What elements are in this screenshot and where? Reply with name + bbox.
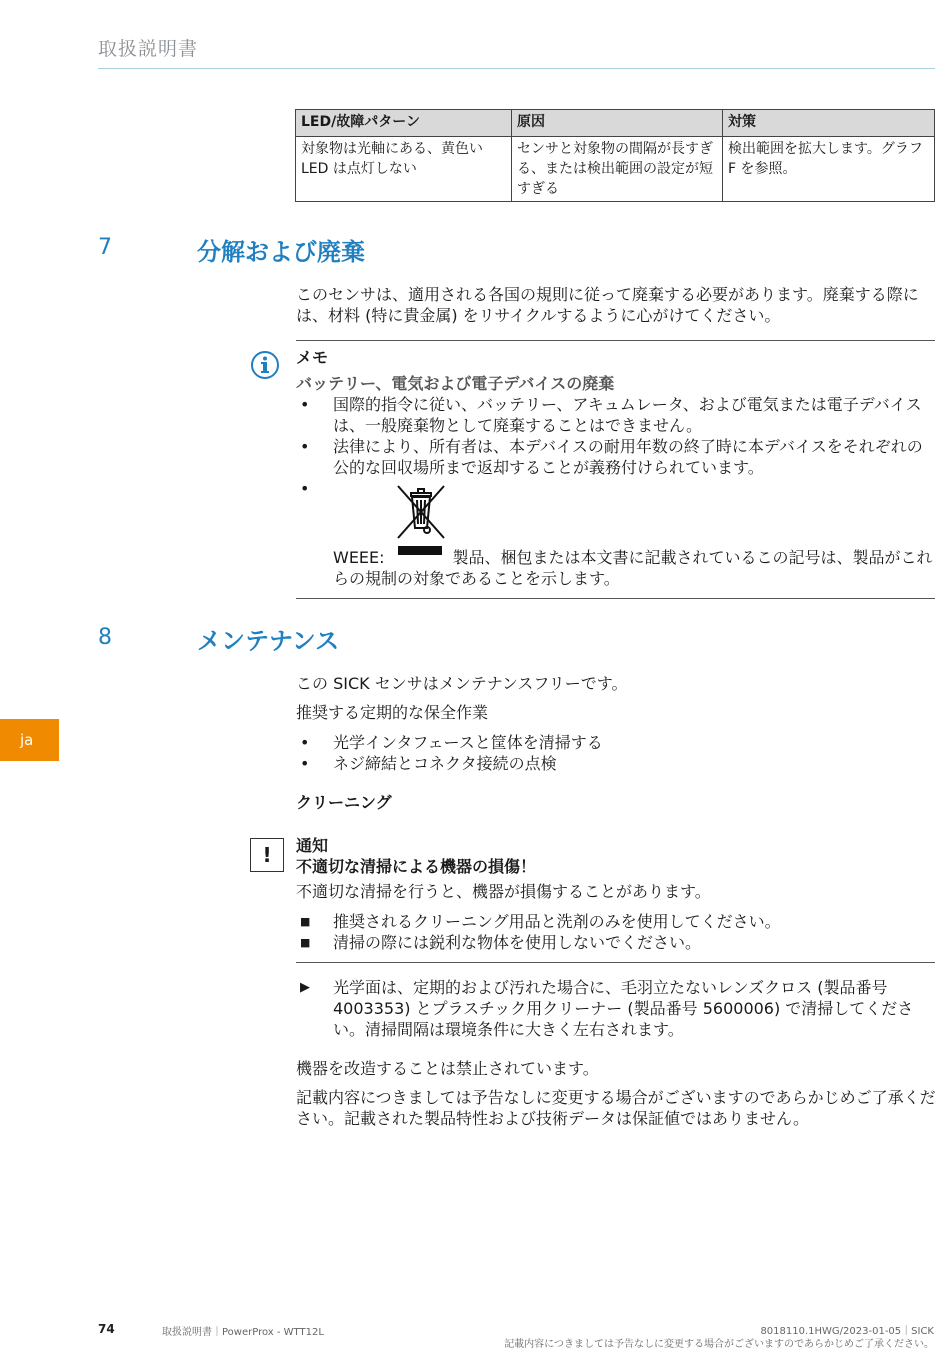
notice-divider (296, 962, 935, 963)
info-icon (250, 350, 280, 380)
document-title: 取扱説明書 (98, 38, 199, 60)
square-bullet: ■ (300, 915, 311, 928)
modification-text: 機器を改造することは禁止されています。 (296, 1059, 599, 1078)
recommended-tasks-heading: 推奨する定期的な保全作業 (296, 703, 489, 722)
bullet: • (300, 754, 310, 773)
note-top-divider (296, 340, 935, 341)
section-number: 7 (98, 235, 112, 260)
bullet: • (300, 733, 310, 752)
section-number: 8 (98, 625, 112, 650)
header-divider (98, 68, 935, 69)
weee-paragraph (333, 547, 936, 589)
table-cell: 検出範囲を拡大します。グラフ F を参照。 (723, 137, 935, 202)
table-cell: センサと対象物の間隔が長すぎる、または検出範囲の設定が短すぎる (512, 137, 723, 202)
section-intro: このセンサは、適用される各国の規則に従って廃棄する必要があります。廃棄する際には、材料 (特に貴金属) をリサイクルするように心がけてください。 (296, 285, 919, 325)
list-item: ■ 清掃の際には鋭利な物体を使用しないでください。 (300, 933, 702, 952)
notice-text: 不適切な清掃を行うと、機器が損傷することがあります。 (296, 882, 711, 901)
section-title: メンテナンス (197, 627, 340, 655)
exclamation-icon: ! (250, 838, 284, 872)
list-item: ▶ 光学面は、定期的および汚れた場合に、毛羽立たないレンズクロス (製品番号 4003353) とプラスチック用クリーナー (製品番号 5600006) で清掃してください。清掃間隔は環境条件に大きく左右されます。 (300, 978, 914, 1039)
notice-label: 通知 (296, 836, 329, 855)
action-arrow-icon: ▶ (300, 980, 310, 995)
section-title: 分解および廃棄 (197, 238, 365, 266)
disclaimer-text: 記載内容につきましては予告なしに変更する場合がございますのであらかじめご了承ください。記載された製品特性および技術データは保証値ではありません。 (296, 1088, 936, 1128)
action-list (296, 977, 936, 1040)
maintenance-task-list (296, 732, 936, 774)
square-bullet: ■ (300, 936, 311, 949)
bullet: • (300, 479, 310, 498)
note-subtitle: バッテリー、電気および電子デバイスの廃棄 (296, 374, 615, 393)
weee-text: 製品、梱包または本文書に記載されているこの記号は、製品がこれらの規制の対象であることを示します。 (333, 548, 933, 588)
list-item: • ネジ締結とコネクタ接続の点検 (300, 754, 557, 773)
disposal-list (296, 394, 936, 498)
cleaning-heading: クリーニング (296, 793, 392, 812)
table-cell: 対象物は光軸にある、黄色い LED は点灯しない (296, 137, 512, 202)
table-header-cell: 対策 (723, 110, 935, 137)
bullet: • (300, 437, 310, 456)
notice-title: 不適切な清掃による機器の損傷！ (296, 857, 537, 876)
footer-doc-id: 8018110.1HWG/2023-01-05｜SICK (760, 1326, 934, 1337)
troubleshooting-table (295, 109, 935, 202)
notice-list (296, 911, 936, 953)
list-item: • 国際的指令に従い、バッテリー、アキュムレータ、および電気または電子デバイスは、一般廃棄物として廃棄することはできません。 (300, 395, 922, 435)
note-bottom-divider (296, 598, 935, 599)
list-item: • 法律により、所有者は、本デバイスの耐用年数の終了時に本デバイスをそれぞれの公的な回収場所まで返却することが義務付けられています。 (300, 437, 923, 477)
footer-doc-info: 取扱説明書｜PowerProx - WTT12L (162, 1327, 324, 1338)
bullet: • (300, 395, 310, 414)
table-row (296, 137, 935, 202)
table-header-cell: 原因 (512, 110, 723, 137)
list-item: ■ 推奨されるクリーニング用品と洗剤のみを使用してください。 (300, 912, 781, 931)
maintenance-free-text: この SICK センサはメンテナンスフリーです。 (296, 674, 628, 693)
language-tab: ja (0, 719, 59, 761)
table-header-row (296, 110, 935, 137)
footer-disclaimer: 記載内容につきましては予告なしに変更する場合がございますのであらかじめご了承ください。 (504, 1339, 934, 1350)
table-header-cell: LED/故障パターン (296, 110, 512, 137)
list-item: • 光学インタフェースと筐体を清掃する (300, 733, 603, 752)
weee-label: WEEE: (333, 548, 385, 567)
page-number: 74 (98, 1322, 115, 1336)
crossed-bin-icon (394, 484, 448, 540)
note-label: メモ (296, 348, 329, 367)
